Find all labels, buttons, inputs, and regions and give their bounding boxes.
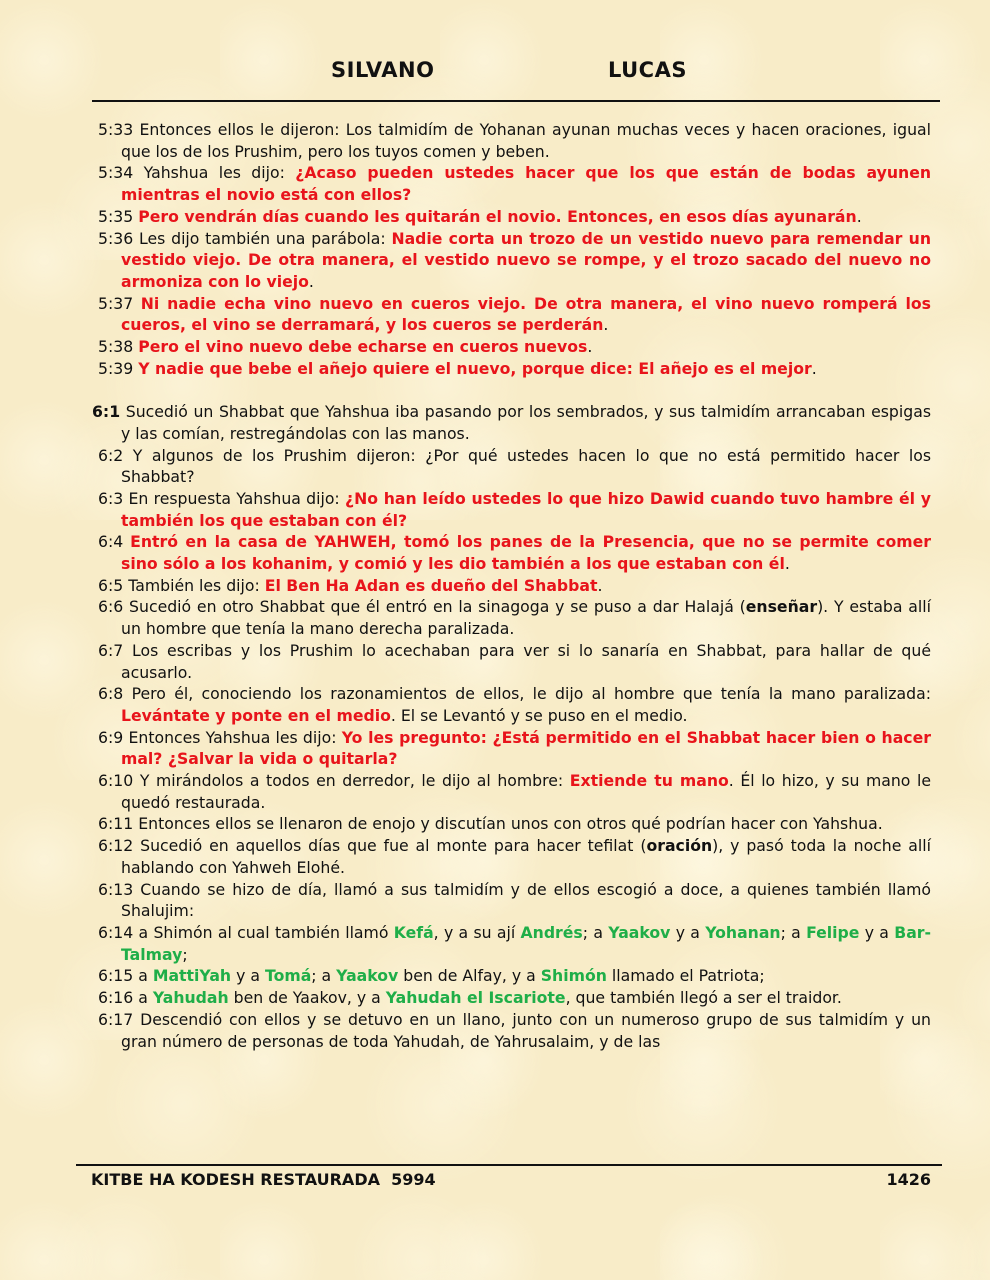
verse — [98, 879, 931, 922]
verse-text: , que también llegó a ser el traidor. — [565, 988, 842, 1008]
verse — [98, 228, 931, 293]
verse-text: ), y pasó toda la noche allí hablando con Yahweh Elohé. — [121, 836, 931, 877]
verse — [98, 445, 931, 488]
spoken-words-red: Pero vendrán días cuando les quitarán el novio. Entonces, en esos días ayunarán — [138, 206, 857, 226]
name-highlight-green: Shimón — [540, 966, 607, 986]
name-highlight-green: Tomá — [264, 966, 312, 986]
verse-text: Cuando se hizo de día, llamó a sus talmidím y de ellos escogió a doce, a quienes también llamó Shalujim: — [121, 879, 931, 921]
verse-text: ; a — [582, 923, 609, 942]
verse-text: a — [138, 966, 153, 986]
verse-text: y a — [670, 923, 706, 942]
verse — [98, 922, 931, 965]
header-rule — [92, 100, 940, 102]
verse-text: . Él lo hizo, y su mano le quedó restaurada. — [121, 771, 931, 812]
verse — [98, 813, 931, 835]
verse-number: 5:36 — [98, 228, 134, 248]
verse-number: 5:34 — [98, 163, 134, 183]
verse-number: 6:5 — [98, 575, 124, 595]
name-highlight-green: Kefá — [393, 923, 434, 942]
spoken-words-red: Nadie corta un trozo de un vestido nuevo para remendar un vestido viejo. De otra manera, el vestido nuevo se rompe, y el trozo sacado del nuevo no armoniza con lo viejo — [121, 228, 931, 291]
verse-text: También les dijo: — [128, 575, 265, 595]
verse-text: Yahshua les dijo: — [143, 163, 296, 183]
verse-number: 6:6 — [98, 597, 124, 617]
verse-number: 6:13 — [98, 879, 134, 899]
name-highlight-green: Yahudah el Iscariote — [385, 988, 566, 1008]
verse-text: llamado el Patriota; — [606, 966, 765, 986]
verse — [98, 358, 931, 380]
verse-text: ben de Alfay, y a — [398, 966, 541, 986]
verse-text: Sucedió en aquellos días que fue al monte para hacer tefilat ( — [140, 836, 647, 856]
verse-text: . — [308, 271, 314, 291]
page-number: 1426 — [886, 1170, 931, 1189]
name-highlight-green: Yaakov — [336, 966, 399, 986]
verse-number: 6:14 — [98, 923, 134, 942]
verse-text: Pero él, conociendo los razonamientos de ellos, le dijo al hombre que tenía la mano paralizada: — [131, 684, 931, 704]
spoken-words-red: Y nadie que bebe el añejo quiere el nuevo, porque dice: El añejo es el mejor — [138, 358, 812, 378]
footer-title: KITBE HA KODESH RESTAURADA 5994 — [91, 1170, 436, 1189]
verse-text: . — [856, 206, 862, 226]
verse-number: 6:15 — [98, 966, 134, 986]
verse-number: 5:33 — [98, 120, 134, 139]
verse — [98, 727, 931, 770]
spoken-words-red: ¿No han leído ustedes lo que hizo Dawid cuando tuvo hambre él y también los que estaban con él? — [121, 488, 931, 530]
verse-number: 6:12 — [98, 836, 134, 856]
verse-text: a Shimón al cual también llamó — [138, 923, 394, 942]
verse-text: a — [138, 988, 153, 1008]
spoken-words-red: Extiende tu mano — [569, 771, 729, 791]
verse-text: . — [784, 554, 790, 574]
verse-text: ; a — [311, 966, 337, 986]
verse-text: En respuesta Yahshua dijo: — [128, 488, 345, 508]
verse-number: 6:8 — [98, 684, 124, 704]
name-highlight-green: MattiYah — [152, 966, 232, 986]
verse-text: . — [811, 358, 817, 378]
verse-number: 5:38 — [98, 337, 134, 357]
verse-text: y a — [859, 923, 895, 942]
verse-text: Entonces ellos le dijeron: Los talmidím de Yohanan ayunan muchas veces y hacen oraciones, igual que los de los Prushim, pero los tuyos comen y beben. — [121, 120, 931, 161]
verse-text: ; a — [780, 923, 807, 942]
verse — [98, 162, 931, 205]
name-highlight-green: Yaakov — [608, 923, 671, 942]
spoken-words-red: Entró en la casa de YAHWEH, tomó los panes de la Presencia, que no se permite comer sino sólo a los kohanim, y comió y les dio también a los que estaban con él — [121, 532, 931, 574]
verse — [92, 401, 931, 444]
name-highlight-green: Yahudah — [152, 988, 229, 1008]
name-highlight-green: Felipe — [806, 923, 860, 942]
verse-text: Sucedió en otro Shabbat que él entró en la sinagoga y se puso a dar Halajá ( — [129, 597, 746, 617]
verse — [98, 575, 931, 597]
verse-text: Sucedió un Shabbat que Yahshua iba pasando por los sembrados, y sus talmidím arrancaban espigas y las comían, restregándolas con las manos. — [121, 402, 931, 443]
verse — [98, 835, 931, 878]
verse-text: y a — [231, 966, 265, 986]
verse-text: . El se Levantó y se puso en el medio. — [390, 705, 688, 725]
spoken-words-red: Ni nadie echa vino nuevo en cueros viejo. De otra manera, el vino nuevo romperá los cueros, el vino se derramará, y los cueros se perderán — [121, 293, 931, 335]
verse — [98, 336, 931, 358]
verse-text: . — [603, 315, 609, 335]
verse-number: 6:10 — [98, 771, 134, 791]
verse — [98, 596, 931, 639]
verse-text: Y algunos de los Prushim dijeron: ¿Por qué ustedes hacen lo que no está permitido hacer los Shabbat? — [121, 445, 931, 487]
verse — [98, 640, 931, 683]
name-highlight-green: Bar-Talmay — [121, 923, 932, 964]
chapter-gap — [98, 379, 931, 401]
verse-number: 6:11 — [98, 814, 134, 834]
header-author: SILVANO — [331, 58, 435, 82]
scripture-text — [92, 119, 932, 1052]
name-highlight-green: Yohanan — [705, 923, 781, 942]
verse-number: 6:9 — [98, 727, 124, 747]
verse-number: 6:4 — [98, 532, 124, 552]
verse-number: 5:39 — [98, 358, 134, 378]
verse-number: 5:35 — [98, 206, 134, 226]
spoken-words-red: Yo les pregunto: ¿Está permitido en el Shabbat hacer bien o hacer mal? ¿Salvar la vida o quitarla? — [121, 727, 931, 769]
verse-number: 6:16 — [98, 988, 134, 1008]
spoken-words-red: El Ben Ha Adan es dueño del Shabbat — [264, 575, 598, 595]
bold-gloss: oración — [646, 836, 713, 856]
verse-number: 6:17 — [98, 1009, 134, 1029]
header-book: LUCAS — [608, 58, 687, 82]
verse-text: ; — [182, 944, 188, 964]
verse — [98, 206, 931, 228]
verse — [98, 965, 931, 987]
verse-text: Entonces Yahshua les dijo: — [128, 727, 342, 747]
verse — [98, 987, 931, 1009]
spoken-words-red: Levántate y ponte en el medio — [121, 705, 391, 725]
verse — [98, 683, 931, 726]
footer-rule — [76, 1164, 942, 1166]
verse — [98, 119, 931, 162]
verse-text: Los escribas y los Prushim lo acechaban para ver si lo sanaría en Shabbat, para hallar de qué acusarlo. — [121, 640, 931, 682]
verse-text: Entonces ellos se llenaron de enojo y discutían unos con otros qué podrían hacer con Yahshua. — [138, 814, 883, 834]
verse-text: ). Y estaba allí un hombre que tenía la mano derecha paralizada. — [121, 597, 931, 639]
verse — [98, 531, 931, 574]
page-header — [0, 58, 990, 92]
verse-text: , y a su ají — [433, 923, 521, 942]
verse — [98, 770, 931, 813]
spoken-words-red: Pero el vino nuevo debe echarse en cueros nuevos — [138, 337, 588, 357]
verse — [98, 488, 931, 531]
verse-number: 5:37 — [98, 293, 134, 313]
verse-text: Descendió con ellos y se detuvo en un llano, junto con un numeroso grupo de sus talmidím y un gran número de personas de toda Yahudah, de Yahrusalaim, y de las — [121, 1009, 931, 1051]
verse-number: 6:7 — [98, 640, 124, 660]
verse-text: . — [597, 575, 603, 595]
verse-text: . — [587, 337, 593, 357]
chapter-number: 6:1 — [92, 402, 121, 422]
verse — [98, 1009, 931, 1052]
verse-text: Y mirándolos a todos en derredor, le dijo al hombre: — [139, 771, 570, 791]
verse-number: 6:2 — [98, 445, 124, 465]
verse — [98, 293, 931, 336]
bold-gloss: enseñar — [745, 597, 818, 617]
spoken-words-red: ¿Acaso pueden ustedes hacer que los que están de bodas ayunen mientras el novio está con ellos? — [121, 163, 931, 205]
verse-text: Les dijo también una parábola: — [139, 228, 392, 248]
name-highlight-green: Andrés — [520, 923, 583, 942]
verse-number: 6:3 — [98, 488, 124, 508]
verse-text: ben de Yaakov, y a — [228, 988, 386, 1008]
